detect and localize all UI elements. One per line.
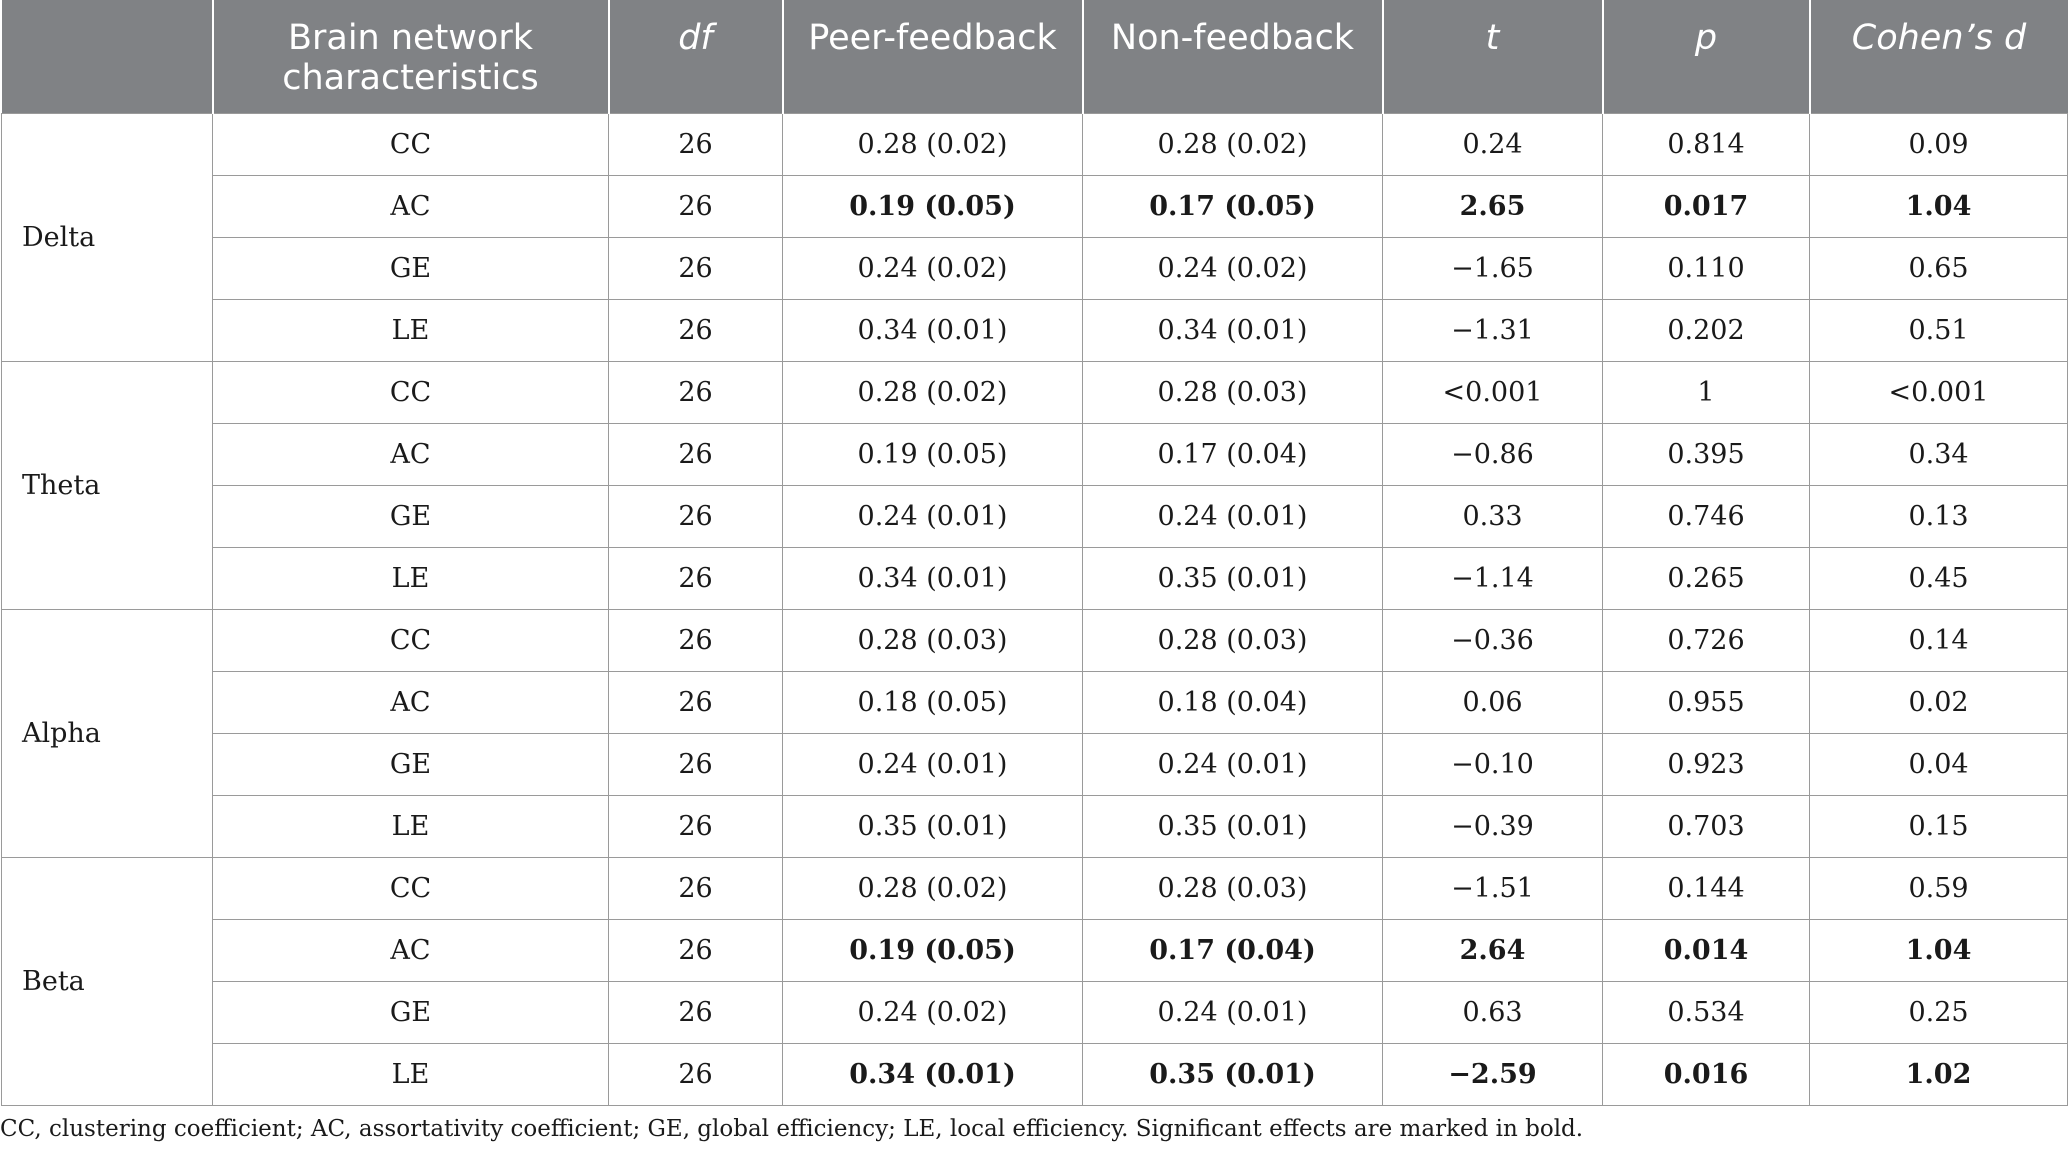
p-cell: 0.016	[1603, 1043, 1810, 1105]
p-cell: 0.746	[1603, 485, 1810, 547]
p-cell: 1	[1603, 361, 1810, 423]
table-row	[2, 919, 2068, 981]
table-row	[2, 981, 2068, 1043]
metric-cell: AC	[213, 175, 609, 237]
metric-cell: LE	[213, 299, 609, 361]
band-cell: Beta	[2, 857, 213, 1105]
peer-feedback-cell: 0.19 (0.05)	[783, 175, 1083, 237]
p-cell: 0.395	[1603, 423, 1810, 485]
header-non-feedback: Non-feedback	[1083, 0, 1383, 113]
table-row	[2, 361, 2068, 423]
peer-feedback-cell: 0.35 (0.01)	[783, 795, 1083, 857]
df-cell: 26	[609, 361, 783, 423]
table-row	[2, 671, 2068, 733]
df-cell: 26	[609, 485, 783, 547]
cohens-d-cell: 0.15	[1810, 795, 2068, 857]
cohens-d-cell: 0.04	[1810, 733, 2068, 795]
df-cell: 26	[609, 547, 783, 609]
peer-feedback-cell: 0.24 (0.02)	[783, 981, 1083, 1043]
p-cell: 0.726	[1603, 609, 1810, 671]
df-cell: 26	[609, 299, 783, 361]
p-cell: 0.110	[1603, 237, 1810, 299]
header-characteristics: Brain network characteristics	[213, 0, 609, 113]
non-feedback-cell: 0.35 (0.01)	[1083, 1043, 1383, 1105]
metric-cell: LE	[213, 795, 609, 857]
table-row	[2, 547, 2068, 609]
non-feedback-cell: 0.28 (0.02)	[1083, 113, 1383, 175]
table-header	[2, 0, 2068, 113]
band-cell: Alpha	[2, 609, 213, 857]
table-row	[2, 609, 2068, 671]
metric-cell: LE	[213, 547, 609, 609]
peer-feedback-cell: 0.28 (0.02)	[783, 113, 1083, 175]
cohens-d-cell: <0.001	[1810, 361, 2068, 423]
t-cell: 0.63	[1383, 981, 1603, 1043]
t-cell: −1.14	[1383, 547, 1603, 609]
peer-feedback-cell: 0.19 (0.05)	[783, 919, 1083, 981]
header-t: t	[1383, 0, 1603, 113]
header-peer-feedback: Peer-feedback	[783, 0, 1083, 113]
t-cell: −0.36	[1383, 609, 1603, 671]
df-cell: 26	[609, 113, 783, 175]
peer-feedback-cell: 0.24 (0.01)	[783, 485, 1083, 547]
metric-cell: CC	[213, 857, 609, 919]
df-cell: 26	[609, 733, 783, 795]
df-cell: 26	[609, 981, 783, 1043]
non-feedback-cell: 0.18 (0.04)	[1083, 671, 1383, 733]
cohens-d-cell: 0.45	[1810, 547, 2068, 609]
cohens-d-cell: 0.13	[1810, 485, 2068, 547]
brain-network-table	[1, 0, 2068, 1106]
header-band	[2, 0, 213, 113]
cohens-d-cell: 1.04	[1810, 175, 2068, 237]
metric-cell: GE	[213, 237, 609, 299]
table-row	[2, 175, 2068, 237]
t-cell: 2.65	[1383, 175, 1603, 237]
df-cell: 26	[609, 857, 783, 919]
t-cell: 0.33	[1383, 485, 1603, 547]
peer-feedback-cell: 0.28 (0.02)	[783, 857, 1083, 919]
table-row	[2, 237, 2068, 299]
table-footnote: CC, clustering coefficient; AC, assortativity coefficient; GE, global efficiency; LE, local efficiency. Significant effects are marked in bold.	[0, 1116, 1584, 1142]
non-feedback-cell: 0.17 (0.05)	[1083, 175, 1383, 237]
table-row	[2, 485, 2068, 547]
non-feedback-cell: 0.17 (0.04)	[1083, 919, 1383, 981]
df-cell: 26	[609, 423, 783, 485]
table-row	[2, 857, 2068, 919]
metric-cell: GE	[213, 485, 609, 547]
non-feedback-cell: 0.17 (0.04)	[1083, 423, 1383, 485]
metric-cell: CC	[213, 113, 609, 175]
t-cell: −0.86	[1383, 423, 1603, 485]
header-cohens-d: Cohen’s d	[1810, 0, 2068, 113]
peer-feedback-cell: 0.24 (0.01)	[783, 733, 1083, 795]
cohens-d-cell: 0.25	[1810, 981, 2068, 1043]
cohens-d-cell: 1.02	[1810, 1043, 2068, 1105]
t-cell: −1.51	[1383, 857, 1603, 919]
peer-feedback-cell: 0.19 (0.05)	[783, 423, 1083, 485]
cohens-d-cell: 0.14	[1810, 609, 2068, 671]
t-cell: −0.39	[1383, 795, 1603, 857]
t-cell: −1.65	[1383, 237, 1603, 299]
t-cell: −0.10	[1383, 733, 1603, 795]
p-cell: 0.017	[1603, 175, 1810, 237]
p-cell: 0.265	[1603, 547, 1810, 609]
non-feedback-cell: 0.24 (0.01)	[1083, 733, 1383, 795]
non-feedback-cell: 0.24 (0.01)	[1083, 981, 1383, 1043]
cohens-d-cell: 0.02	[1810, 671, 2068, 733]
peer-feedback-cell: 0.28 (0.02)	[783, 361, 1083, 423]
table-row	[2, 113, 2068, 175]
table-row	[2, 733, 2068, 795]
table-row	[2, 795, 2068, 857]
header-p: p	[1603, 0, 1810, 113]
t-cell: 0.06	[1383, 671, 1603, 733]
table-row	[2, 299, 2068, 361]
cohens-d-cell: 0.59	[1810, 857, 2068, 919]
p-cell: 0.814	[1603, 113, 1810, 175]
df-cell: 26	[609, 671, 783, 733]
non-feedback-cell: 0.24 (0.01)	[1083, 485, 1383, 547]
metric-cell: GE	[213, 981, 609, 1043]
df-cell: 26	[609, 175, 783, 237]
df-cell: 26	[609, 795, 783, 857]
df-cell: 26	[609, 1043, 783, 1105]
peer-feedback-cell: 0.34 (0.01)	[783, 1043, 1083, 1105]
band-cell: Delta	[2, 113, 213, 361]
cohens-d-cell: 0.09	[1810, 113, 2068, 175]
non-feedback-cell: 0.28 (0.03)	[1083, 857, 1383, 919]
metric-cell: CC	[213, 361, 609, 423]
peer-feedback-cell: 0.18 (0.05)	[783, 671, 1083, 733]
df-cell: 26	[609, 237, 783, 299]
non-feedback-cell: 0.28 (0.03)	[1083, 609, 1383, 671]
metric-cell: AC	[213, 423, 609, 485]
p-cell: 0.955	[1603, 671, 1810, 733]
t-cell: 0.24	[1383, 113, 1603, 175]
p-cell: 0.703	[1603, 795, 1810, 857]
non-feedback-cell: 0.34 (0.01)	[1083, 299, 1383, 361]
p-cell: 0.202	[1603, 299, 1810, 361]
header-df: df	[609, 0, 783, 113]
peer-feedback-cell: 0.34 (0.01)	[783, 299, 1083, 361]
t-cell: −1.31	[1383, 299, 1603, 361]
cohens-d-cell: 0.34	[1810, 423, 2068, 485]
t-cell: 2.64	[1383, 919, 1603, 981]
peer-feedback-cell: 0.28 (0.03)	[783, 609, 1083, 671]
non-feedback-cell: 0.35 (0.01)	[1083, 795, 1383, 857]
table-body	[2, 113, 2068, 1105]
metric-cell: LE	[213, 1043, 609, 1105]
non-feedback-cell: 0.28 (0.03)	[1083, 361, 1383, 423]
p-cell: 0.923	[1603, 733, 1810, 795]
table-row	[2, 423, 2068, 485]
t-cell: <0.001	[1383, 361, 1603, 423]
metric-cell: AC	[213, 671, 609, 733]
p-cell: 0.144	[1603, 857, 1810, 919]
df-cell: 26	[609, 919, 783, 981]
cohens-d-cell: 1.04	[1810, 919, 2068, 981]
header-row	[2, 0, 2068, 113]
non-feedback-cell: 0.24 (0.02)	[1083, 237, 1383, 299]
df-cell: 26	[609, 609, 783, 671]
non-feedback-cell: 0.35 (0.01)	[1083, 547, 1383, 609]
metric-cell: GE	[213, 733, 609, 795]
peer-feedback-cell: 0.34 (0.01)	[783, 547, 1083, 609]
p-cell: 0.014	[1603, 919, 1810, 981]
t-cell: −2.59	[1383, 1043, 1603, 1105]
table-row	[2, 1043, 2068, 1105]
band-cell: Theta	[2, 361, 213, 609]
cohens-d-cell: 0.65	[1810, 237, 2068, 299]
p-cell: 0.534	[1603, 981, 1810, 1043]
peer-feedback-cell: 0.24 (0.02)	[783, 237, 1083, 299]
cohens-d-cell: 0.51	[1810, 299, 2068, 361]
metric-cell: CC	[213, 609, 609, 671]
metric-cell: AC	[213, 919, 609, 981]
